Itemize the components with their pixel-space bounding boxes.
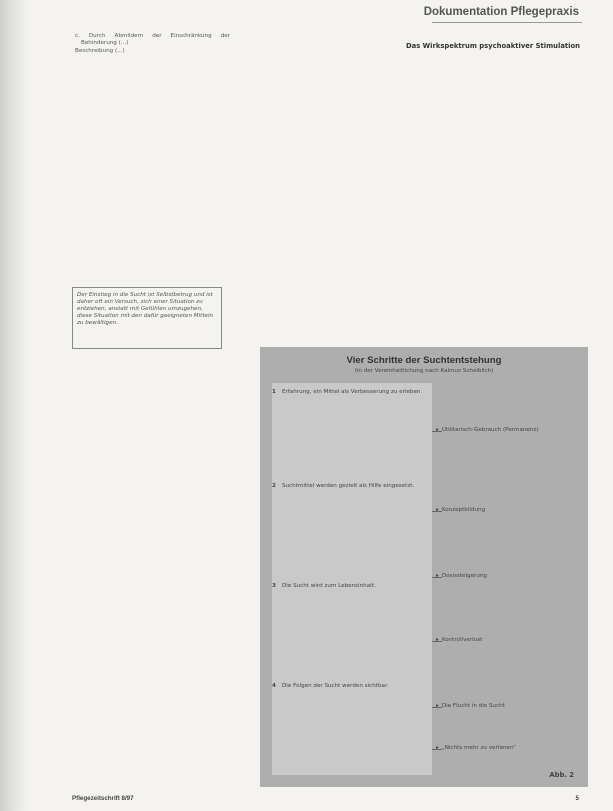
outcome-item: [436, 745, 576, 752]
pull-quote: [72, 287, 222, 349]
outcome-text: Konzeptbildung: [441, 507, 486, 513]
column-2: [236, 33, 398, 345]
running-header: Dokumentation Pflegepraxis: [423, 6, 579, 18]
column-3: [406, 33, 586, 343]
arrow-right-icon: ▸: [436, 745, 439, 751]
header-rule: [432, 22, 582, 23]
outcome-item: [436, 427, 576, 434]
list-item: c. Durch Abmildern der Einschränkung der Behinderung (...): [75, 33, 230, 47]
arrow-right-icon: ▸: [436, 703, 439, 709]
step-4: [272, 683, 428, 690]
step-text: Suchtmittel werden gezielt als Hilfe eingesetzt.: [282, 483, 415, 489]
step-1: [272, 389, 428, 396]
outcome-item: [436, 573, 576, 580]
column-1-bottom: [72, 358, 230, 780]
figure-title: Vier Schritte der Suchtentstehung: [346, 355, 502, 366]
outcome-text: Kontrollverlust: [441, 637, 483, 643]
step-text: Die Sucht wird zum Lebensinhalt.: [282, 583, 376, 589]
figure-label: Abb. 2: [549, 771, 574, 779]
outcome-item: [436, 507, 576, 514]
arrow-right-icon: ▸: [436, 637, 439, 643]
figure-subtitle: (in der Vereinheitlichung nach Kalmus Scheiblich): [354, 368, 494, 374]
outcome-item: [436, 703, 576, 710]
outcome-item: [436, 637, 576, 644]
step-2: [272, 483, 428, 490]
step-text: Die Folgen der Sucht werden sichtbar.: [282, 683, 389, 689]
list-item: Beschreibung (...): [75, 48, 125, 55]
page-number: 5: [575, 795, 579, 802]
outcome-text: Die Flucht in die Sucht: [441, 703, 505, 709]
pull-quote-text: Der Einstieg in die Sucht ist Selbstbetrug und ist daher oft ein Versuch, sich einer Situation zu entziehen, anstatt mit Gefühlen umzugehen, diese Situation mit den dafür geeigneten Mitteln zu bewältigen.: [77, 292, 214, 326]
step-3: [272, 583, 428, 590]
steps-panel: [272, 383, 432, 775]
step-number: 1: [272, 389, 276, 395]
page-binding-shadow: [0, 0, 30, 811]
step-number: 4: [272, 683, 276, 689]
outcome-text: „Nichts mehr zu verlieren“: [441, 745, 516, 751]
step-text: Erfahrung, ein Mittel als Verbesserung zu erleben.: [282, 389, 423, 395]
step-number: 2: [272, 483, 276, 489]
footer-journal: Pflegezeitschrift 8/97: [72, 795, 134, 802]
arrow-right-icon: ▸: [436, 573, 439, 579]
outcome-text: Utilitarisch-Gebrauch (Permanenz): [441, 427, 539, 433]
section-heading: Das Wirkspektrum psychoaktiver Stimulation: [406, 42, 580, 50]
column-1-top: [72, 33, 230, 285]
arrow-right-icon: ▸: [436, 507, 439, 513]
figure-box: [260, 347, 588, 787]
step-number: 3: [272, 583, 276, 589]
arrow-right-icon: ▸: [436, 427, 439, 433]
outcome-text: Dosissteigerung: [441, 573, 487, 579]
